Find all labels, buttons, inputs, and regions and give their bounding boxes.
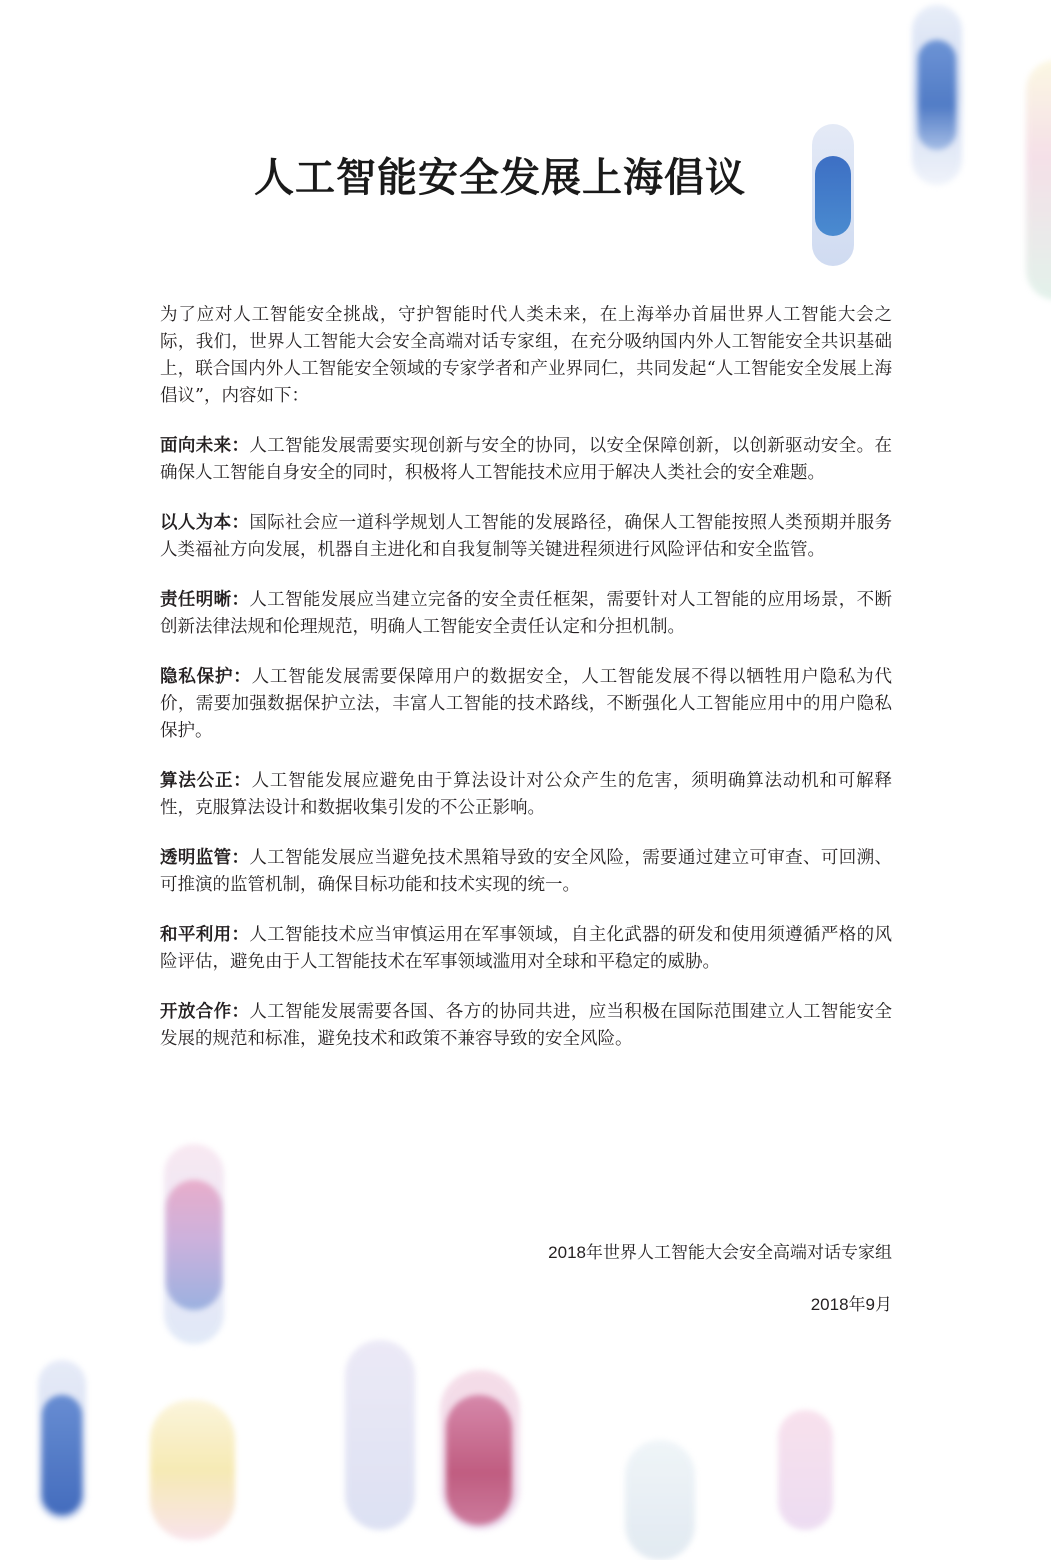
principle-paragraph — [160, 845, 892, 899]
decor-capsule-mid-left-gradient — [166, 1180, 222, 1310]
decor-capsule-edge-right — [1026, 60, 1051, 300]
decor-capsule-bottom-right-light — [625, 1440, 695, 1560]
principle-term: 开放合作： — [160, 1002, 250, 1022]
principle-text: 人工智能发展应当建立完备的安全责任框架，需要针对人工智能的应用场景，不断创新法律法规和伦理规范，明确人工智能安全责任认定和分担机制。 — [160, 590, 892, 637]
page-title: 人工智能安全发展上海倡议 — [254, 154, 746, 201]
intro-paragraph: 为了应对人工智能安全挑战，守护智能时代人类未来，在上海举办首届世界人工智能大会之际，我们，世界人工智能大会安全高端对话专家组，在充分吸纳国内外人工智能安全共识基础上，联合国内外人工智能安全领域的专家学者和产业界同仁，共同发起“人工智能安全发展上海倡议”，内容如下： — [160, 305, 892, 406]
principle-text: 人工智能技术应当审慎运用在军事领域，自主化武器的研发和使用须遵循严格的风险评估，避免由于人工智能技术在军事领域滥用对全球和平稳定的威胁。 — [160, 925, 892, 972]
principle-paragraph — [160, 664, 892, 745]
signature-block — [548, 1240, 892, 1318]
principle-text: 国际社会应一道科学规划人工智能的发展路径，确保人工智能按照人类预期并服务人类福祉方向发展，机器自主进化和自我复制等关键进程须进行风险评估和安全监管。 — [160, 513, 892, 560]
decor-capsule-bottom-red — [446, 1395, 512, 1525]
principle-text: 人工智能发展需要实现创新与安全的协同，以安全保障创新，以创新驱动安全。在确保人工智能自身安全的同时，积极将人工智能技术应用于解决人类社会的安全难题。 — [160, 436, 892, 483]
principle-term: 责任明晰： — [160, 590, 250, 610]
principle-paragraph — [160, 999, 892, 1053]
signature-date: 2018年9月 — [810, 1295, 892, 1314]
principle-paragraph — [160, 922, 892, 976]
decor-capsule-top-right-blue — [918, 40, 956, 150]
principle-term: 隐私保护： — [160, 667, 252, 687]
principle-term: 和平利用： — [160, 925, 250, 945]
principle-paragraph — [160, 510, 892, 564]
principle-text: 人工智能发展需要保障用户的数据安全，人工智能发展不得以牺牲用户隐私为代价，需要加强数据保护立法，丰富人工智能的技术路线，不断强化人工智能应用中的用户隐私保护。 — [160, 667, 893, 741]
principle-term: 以人为本： — [160, 513, 250, 533]
principle-paragraph — [160, 768, 892, 822]
decor-capsule-bottom-yellow — [150, 1400, 235, 1540]
principle-term: 透明监管： — [160, 848, 250, 868]
principle-term: 算法公正： — [160, 771, 252, 791]
principle-term: 面向未来： — [160, 436, 250, 456]
principle-text: 人工智能发展需要各国、各方的协同共进，应当积极在国际范围建立人工智能安全发展的规范和标准，避免技术和政策不兼容导致的安全风险。 — [160, 1002, 892, 1049]
decor-capsule-bottom-left-blue — [42, 1395, 82, 1515]
decor-capsule-bottom-lavender — [345, 1340, 415, 1530]
principle-text: 人工智能发展应避免由于算法设计对公众产生的危害，须明确算法动机和可解释性，克服算法设计和数据收集引发的不公正影响。 — [160, 771, 893, 818]
principle-text: 人工智能发展应当避免技术黑箱导致的安全风险，需要通过建立可审查、可回溯、可推演的监管机制，确保目标功能和技术实现的统一。 — [160, 848, 892, 895]
decor-capsule-bottom-right-pink — [778, 1410, 833, 1530]
principle-paragraph — [160, 587, 892, 641]
signature-org: 2018年世界人工智能大会安全高端对话专家组 — [548, 1243, 892, 1262]
document-body — [160, 302, 892, 1076]
principle-paragraph — [160, 433, 892, 487]
